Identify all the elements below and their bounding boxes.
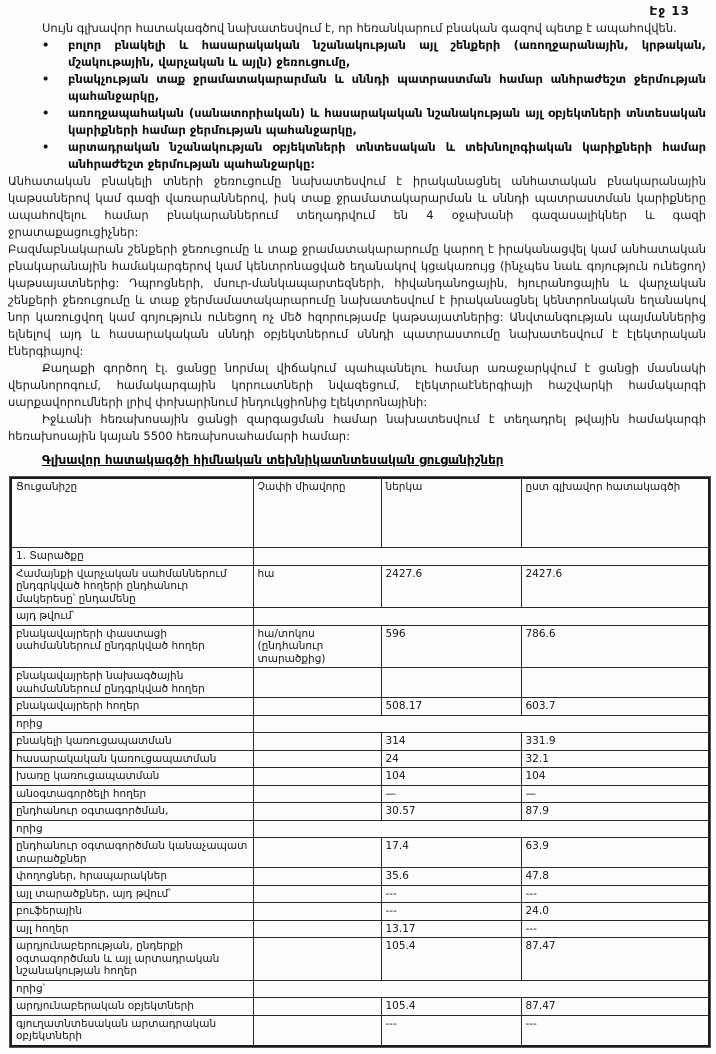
current-value-cell: --- — [381, 885, 521, 903]
unit-cell — [253, 768, 381, 786]
unit-cell — [253, 998, 381, 1016]
unit-cell — [253, 698, 381, 716]
current-value-cell: 104 — [381, 768, 521, 786]
unit-cell: հա — [253, 565, 381, 608]
table-row — [11, 998, 709, 1016]
current-value-cell: 508.17 — [381, 698, 521, 716]
plan-value-cell: --- — [521, 920, 709, 938]
plan-value-cell: 104 — [521, 768, 709, 786]
current-value-cell: 30.57 — [381, 803, 521, 821]
indicators-table — [10, 477, 710, 1047]
current-value-cell: --- — [381, 903, 521, 921]
plan-value-cell: 87.47 — [521, 938, 709, 981]
bullet-item — [8, 37, 706, 71]
bullet-item — [8, 71, 706, 105]
group-label-cell: որից՝ — [11, 980, 253, 998]
table-title: Գլխավոր հատակագծի հիմնական տեխնիկատնտեսական ցուցանիշներ — [42, 453, 504, 467]
table-body — [11, 548, 709, 1046]
unit-cell — [253, 803, 381, 821]
indicator-cell: այլ տարածքներ, այդ թվում՝ — [11, 885, 253, 903]
current-value-cell: 24 — [381, 750, 521, 768]
table-row — [11, 750, 709, 768]
paragraph-intro: Սույն գլխավոր հատակագծով նախատեսվում է, որ հեռանկարում բնական գազով պետք է ապահովվեն. — [42, 21, 677, 35]
unit-cell — [253, 750, 381, 768]
unit-cell — [253, 1015, 381, 1046]
unit-cell — [253, 885, 381, 903]
indicator-cell: բնակավայրերի հողեր — [11, 698, 253, 716]
header-unit: Չափի միավորը — [253, 478, 381, 548]
table-row — [11, 938, 709, 981]
unit-cell — [253, 733, 381, 751]
current-value-cell: 2427.6 — [381, 565, 521, 608]
bullet-icon: • — [42, 72, 50, 86]
indicator-cell: փողոցներ, հրապարակներ — [11, 868, 253, 886]
plan-value-cell — [521, 668, 709, 698]
table-row — [11, 803, 709, 821]
plan-value-cell: 87.47 — [521, 998, 709, 1016]
header-plan: ըստ գլխավոր հատակագծի — [521, 478, 709, 548]
paragraph-telephone-network: Իջևանի հեռախոսային ցանցի զարգացման համար նախատեսվում է տեղադրել թվային համակարգի հեռախոսային կայան 5500 հեռախոսահամարի համար: — [8, 412, 706, 443]
table-row — [11, 785, 709, 803]
unit-cell — [253, 920, 381, 938]
table-row — [11, 1015, 709, 1046]
plan-value-cell: 87.9 — [521, 803, 709, 821]
plan-value-cell: 786.6 — [521, 625, 709, 668]
table-header-row — [11, 478, 709, 548]
current-value-cell: 17.4 — [381, 838, 521, 868]
unit-cell — [253, 838, 381, 868]
header-current: ներկա — [381, 478, 521, 548]
indicator-cell: այլ հողեր — [11, 920, 253, 938]
plan-value-cell: 331.9 — [521, 733, 709, 751]
bullet-text: բնակչության տաք ջրամատակարարման և սննդի պատրաստման համար անհրաժեշտ ջերմության պահանջարկը, — [68, 72, 706, 103]
group-span-cell — [253, 608, 709, 626]
table-row — [11, 698, 709, 716]
span-row — [11, 715, 709, 733]
group-label-cell: այդ թվում՝ — [11, 608, 253, 626]
indicator-cell: հասարակական կառուցապատման — [11, 750, 253, 768]
indicator-cell: խառը կառուցապատման — [11, 768, 253, 786]
table-row — [11, 903, 709, 921]
page-number: Էջ 13 — [649, 4, 690, 18]
plan-value-cell: --- — [521, 1015, 709, 1046]
current-value-cell: 35.6 — [381, 868, 521, 886]
current-value-cell: 314 — [381, 733, 521, 751]
bullet-icon: • — [42, 106, 50, 120]
plan-value-cell: — — [521, 785, 709, 803]
indicator-cell: բնակավայրերի փաստացի սահմաններում ընդգրկված հողեր — [11, 625, 253, 668]
plan-value-cell: 47.8 — [521, 868, 709, 886]
unit-cell — [253, 903, 381, 921]
table-row — [11, 885, 709, 903]
table-row — [11, 768, 709, 786]
table-row — [11, 625, 709, 668]
paragraph-electric-network: Քաղաքի գործող էլ. ցանցը նորմալ վիճակում պահպանելու համար առաջարկվում է ցանցի մասնակի վերանորոգում, համակարգային կորուստների նվազեցում, էլեկտրաէներգիայի հաշվարկի համակարգի սարքավորումների լրիվ փոխարինում ինդուկցիոնից էլեկտրոնայինի: — [8, 361, 706, 409]
group-span-cell — [253, 715, 709, 733]
bullet-icon: • — [42, 140, 50, 154]
group-label-cell: որից — [11, 820, 253, 838]
current-value-cell: 105.4 — [381, 938, 521, 981]
plan-value-cell: 32.1 — [521, 750, 709, 768]
group-span-cell — [253, 548, 709, 566]
plan-value-cell: --- — [521, 885, 709, 903]
indicator-cell: ընդհանուր օգտագործման կանաչապատ տարածքներ — [11, 838, 253, 868]
current-value-cell: --- — [381, 1015, 521, 1046]
current-value-cell: 596 — [381, 625, 521, 668]
table-row — [11, 733, 709, 751]
current-value-cell: 105.4 — [381, 998, 521, 1016]
bullet-text: արտադրական նշանակության օբյեկտների տնտեսական և տեխնոլոգիական կարիքների համար անհրաժեշտ ջերմության պահանջարկը: — [68, 140, 706, 171]
plan-value-cell: 63.9 — [521, 838, 709, 868]
group-label-cell: որից — [11, 715, 253, 733]
group-span-cell — [253, 980, 709, 998]
group-span-cell — [253, 820, 709, 838]
current-value-cell: 13.17 — [381, 920, 521, 938]
indicator-cell: բուֆերային — [11, 903, 253, 921]
unit-cell — [253, 938, 381, 981]
section-row — [11, 548, 709, 566]
plan-value-cell: 24.0 — [521, 903, 709, 921]
paragraph-apartment-heating: Բազմաբնակարան շենքերի ջեռուցումը և տաք ջրամատակարարումը կարող է իրականացվել կամ անհատական բնակարանային համակարգերով կամ կենտրոնացված եղանակով կցակառույց (ինչպես նաև գոյություն ունեցող) կաթսայատներից: Դպրոցների, մսուր-մանկապարտեզների, հիվանդանոցային, հյուրանոցային և վարչական շենքերի ջեռուցումը և տաք ջերմամատակարարումը նախատեսվում է իրականացնել կենտրոնական եղանակով նոր կառուցվող կամ գոյություն ունեցող ոչ մեծ հզորությամբ կաթսայատներից: Անվտանգության պայմաններից ելնելով այդ և հասարակական սննդի օբյեկտներում սննդի պատրաստումը նախատեսվում է էլեկտրական էներգիայով: — [8, 242, 706, 358]
bullet-text: առողջապահական (սանատորիական) և հասարակական նշանակության այլ օբյեկտների տնտեսական կարիքների համար ջերմության պահանջարկը, — [68, 106, 706, 137]
indicator-cell: արդյունաբերական օբյեկտների — [11, 998, 253, 1016]
paragraph-individual-heating: Անհատական բնակելի տների ջեռուցումը նախատեսվում է իրականացնել անհատական բնակարանային կաթսաներով կամ գազի վառարաններով, իսկ տաք ջրամատակարարման և սննդի պատրաստման կարիքները ապահովելու համար բնակարաններում տեղադրվում են 4 օջախանի գազասալիկներ և գազի ջրատաքացուցիչներ: — [8, 174, 706, 239]
table-row — [11, 668, 709, 698]
indicator-cell: արդյունաբերության, ընդերքի օգտագործման և այլ արտադրական նշանակության հողեր — [11, 938, 253, 981]
plan-value-cell: 603.7 — [521, 698, 709, 716]
span-row — [11, 980, 709, 998]
bullet-item — [8, 105, 706, 139]
bullet-icon: • — [42, 38, 50, 52]
indicator-cell: Համայնքի վարչական սահմաններում ընդգրկված հողերի ընդհանուր մակերեսը՝ ընդամենը — [11, 565, 253, 608]
table-row — [11, 838, 709, 868]
group-label-cell: 1. Տարածքը — [11, 548, 253, 566]
table-row — [11, 868, 709, 886]
table-row — [11, 565, 709, 608]
indicator-cell: բնակելի կառուցապատման — [11, 733, 253, 751]
indicator-cell: գյուղատնտեսական արտադրական օբյեկտների — [11, 1015, 253, 1046]
plan-value-cell: 2427.6 — [521, 565, 709, 608]
span-row — [11, 608, 709, 626]
indicator-cell: բնակավայրերի նախագծային սահմաններում ընդգրկված հողեր — [11, 668, 253, 698]
header-indicator: Ցուցանիշը — [11, 478, 253, 548]
bullet-item — [8, 139, 706, 173]
current-value-cell: — — [381, 785, 521, 803]
table-row — [11, 920, 709, 938]
bullet-text: բոլոր բնակելի և հասարակական նշանակության այլ շենքերի (առողջարանային, կրթական, մշակութային, վարչական և այլն) ջեռուցումը, — [68, 38, 706, 69]
unit-cell — [253, 668, 381, 698]
current-value-cell — [381, 668, 521, 698]
unit-cell: հա/տոկոս (ընդհանուր տարածքից) — [253, 625, 381, 668]
unit-cell — [253, 868, 381, 886]
bullet-list — [8, 37, 706, 173]
indicator-cell: ընդհանուր օգտագործման, — [11, 803, 253, 821]
span-row — [11, 820, 709, 838]
indicator-cell: անօգտագործելի հողեր — [11, 785, 253, 803]
unit-cell — [253, 785, 381, 803]
